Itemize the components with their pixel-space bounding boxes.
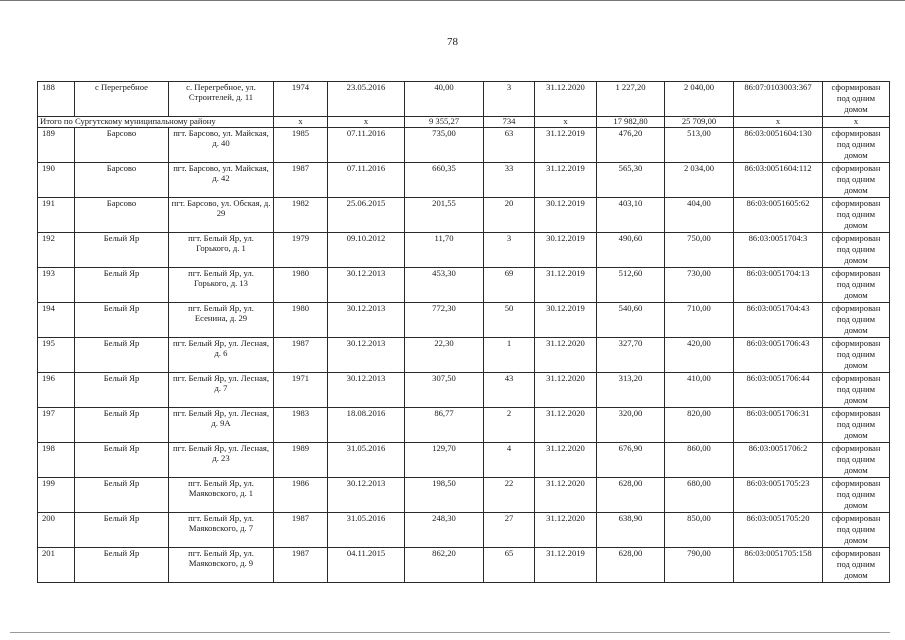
table-row — [38, 513, 890, 548]
table-row — [38, 478, 890, 513]
settlement-cell: Белый Яр — [75, 443, 169, 478]
cadastral-number-cell: 86:03:0051704:3 — [734, 233, 823, 268]
table-row — [38, 408, 890, 443]
address-cell: пгт. Белый Яр, ул. Лесная, д. 23 — [169, 443, 274, 478]
cost-a-cell: 565,30 — [597, 163, 665, 198]
residents-cell: 63 — [484, 128, 535, 163]
residents-cell: 22 — [484, 478, 535, 513]
settlement-cell: Белый Яр — [75, 408, 169, 443]
status-cell: сформирован под одним домом — [823, 338, 890, 373]
date-cell: 09.10.2012 — [328, 233, 405, 268]
cadastral-number-cell: 86:03:0051704:43 — [734, 303, 823, 338]
year-cell: 1971 — [274, 373, 328, 408]
address-cell: пгт. Белый Яр, ул. Маяковского, д. 1 — [169, 478, 274, 513]
status-cell: сформирован под одним домом — [823, 478, 890, 513]
deadline-cell: 31.12.2020 — [535, 443, 597, 478]
cost-a-cell: 628,00 — [597, 478, 665, 513]
address-cell: пгт. Белый Яр, ул. Лесная, д. 6 — [169, 338, 274, 373]
year-cell: 1983 — [274, 408, 328, 443]
year-cell: 1985 — [274, 128, 328, 163]
deadline-cell: 30.12.2019 — [535, 198, 597, 233]
cost-a-cell: 327,70 — [597, 338, 665, 373]
status-cell: сформирован под одним домом — [823, 373, 890, 408]
table-row — [38, 128, 890, 163]
cost-a-cell: 320,00 — [597, 408, 665, 443]
row-number: 188 — [38, 82, 75, 117]
address-cell: пгт. Белый Яр, ул. Лесная, д. 9А — [169, 408, 274, 443]
table-row — [38, 268, 890, 303]
total-date-cell: х — [328, 117, 405, 128]
scan-bottom-edge — [10, 632, 890, 633]
cost-b-cell: 820,00 — [665, 408, 734, 443]
area-cell: 22,30 — [405, 338, 484, 373]
address-cell: пгт. Белый Яр, ул. Горького, д. 1 — [169, 233, 274, 268]
residents-cell: 3 — [484, 82, 535, 117]
table-row — [38, 548, 890, 583]
settlement-cell: Белый Яр — [75, 513, 169, 548]
residents-cell: 20 — [484, 198, 535, 233]
cost-a-cell: 540,60 — [597, 303, 665, 338]
address-cell: пгт. Белый Яр, ул. Маяковского, д. 7 — [169, 513, 274, 548]
residents-cell: 27 — [484, 513, 535, 548]
cadastral-number-cell: 86:03:0051706:2 — [734, 443, 823, 478]
date-cell: 31.05.2016 — [328, 513, 405, 548]
status-cell: сформирован под одним домом — [823, 268, 890, 303]
cost-b-cell: 860,00 — [665, 443, 734, 478]
year-cell: 1987 — [274, 163, 328, 198]
row-number: 190 — [38, 163, 75, 198]
residents-cell: 2 — [484, 408, 535, 443]
year-cell: 1987 — [274, 548, 328, 583]
year-cell: 1987 — [274, 338, 328, 373]
status-cell: сформирован под одним домом — [823, 233, 890, 268]
status-cell: сформирован под одним домом — [823, 163, 890, 198]
address-cell: пгт. Барсово, ул. Обская, д. 29 — [169, 198, 274, 233]
date-cell: 07.11.2016 — [328, 128, 405, 163]
table-row — [38, 443, 890, 478]
row-number: 192 — [38, 233, 75, 268]
date-cell: 30.12.2013 — [328, 373, 405, 408]
address-cell: пгт. Барсово, ул. Майская, д. 42 — [169, 163, 274, 198]
table-row — [38, 373, 890, 408]
area-cell: 248,30 — [405, 513, 484, 548]
settlement-cell: с Перегребное — [75, 82, 169, 117]
deadline-cell: 31.12.2020 — [535, 408, 597, 443]
row-number: 194 — [38, 303, 75, 338]
cost-b-cell: 730,00 — [665, 268, 734, 303]
deadline-cell: 31.12.2020 — [535, 513, 597, 548]
cadastral-number-cell: 86:03:0051704:13 — [734, 268, 823, 303]
area-cell: 129,70 — [405, 443, 484, 478]
address-cell: пгт. Белый Яр, ул. Лесная, д. 7 — [169, 373, 274, 408]
area-cell: 660,35 — [405, 163, 484, 198]
status-cell: сформирован под одним домом — [823, 513, 890, 548]
residents-cell: 43 — [484, 373, 535, 408]
cost-a-cell: 313,20 — [597, 373, 665, 408]
settlement-cell: Белый Яр — [75, 373, 169, 408]
settlement-cell: Барсово — [75, 163, 169, 198]
cadastral-number-cell: 86:03:0051705:158 — [734, 548, 823, 583]
cost-b-cell: 420,00 — [665, 338, 734, 373]
cost-b-cell: 710,00 — [665, 303, 734, 338]
area-cell: 772,30 — [405, 303, 484, 338]
status-cell: сформирован под одним домом — [823, 303, 890, 338]
cost-a-cell: 490,60 — [597, 233, 665, 268]
total-cost-b-cell: 25 709,00 — [665, 117, 734, 128]
area-cell: 201,55 — [405, 198, 484, 233]
settlement-cell: Белый Яр — [75, 338, 169, 373]
cost-b-cell: 2 040,00 — [665, 82, 734, 117]
status-cell: сформирован под одним домом — [823, 443, 890, 478]
cadastral-number-cell: 86:03:0051605:62 — [734, 198, 823, 233]
deadline-cell: 31.12.2019 — [535, 548, 597, 583]
table-row — [38, 82, 890, 117]
deadline-cell: 31.12.2020 — [535, 478, 597, 513]
row-number: 201 — [38, 548, 75, 583]
status-cell: сформирован под одним домом — [823, 82, 890, 117]
total-deadline-cell: х — [535, 117, 597, 128]
cadastral-number-cell: 86:03:0051604:130 — [734, 128, 823, 163]
deadline-cell: 30.12.2019 — [535, 233, 597, 268]
row-number: 198 — [38, 443, 75, 478]
year-cell: 1986 — [274, 478, 328, 513]
area-cell: 198,50 — [405, 478, 484, 513]
table-row — [38, 163, 890, 198]
table-row — [38, 233, 890, 268]
cadastral-number-cell: 86:03:0051705:23 — [734, 478, 823, 513]
deadline-cell: 31.12.2019 — [535, 128, 597, 163]
deadline-cell: 31.12.2020 — [535, 373, 597, 408]
residents-cell: 1 — [484, 338, 535, 373]
date-cell: 25.06.2015 — [328, 198, 405, 233]
total-year-cell: х — [274, 117, 328, 128]
deadline-cell: 31.12.2019 — [535, 268, 597, 303]
total-residents-cell: 734 — [484, 117, 535, 128]
year-cell: 1979 — [274, 233, 328, 268]
table-row — [38, 303, 890, 338]
date-cell: 30.12.2013 — [328, 478, 405, 513]
cost-b-cell: 790,00 — [665, 548, 734, 583]
row-number: 195 — [38, 338, 75, 373]
district-total-label: Итого по Сургутскому муниципальному району — [38, 117, 274, 128]
date-cell: 23.05.2016 — [328, 82, 405, 117]
cadastral-number-cell: 86:03:0051706:31 — [734, 408, 823, 443]
deadline-cell: 31.12.2019 — [535, 163, 597, 198]
cost-a-cell: 628,00 — [597, 548, 665, 583]
registry-table — [37, 81, 890, 583]
total-cost-a-cell: 17 982,80 — [597, 117, 665, 128]
cost-b-cell: 410,00 — [665, 373, 734, 408]
scan-top-edge — [0, 0, 905, 1]
date-cell: 31.05.2016 — [328, 443, 405, 478]
year-cell: 1982 — [274, 198, 328, 233]
settlement-cell: Белый Яр — [75, 548, 169, 583]
cadastral-number-cell: 86:07:0103003:367 — [734, 82, 823, 117]
total-status-cell: х — [823, 117, 890, 128]
cost-a-cell: 476,20 — [597, 128, 665, 163]
cost-a-cell: 1 227,20 — [597, 82, 665, 117]
cadastral-number-cell: 86:03:0051604:112 — [734, 163, 823, 198]
cost-b-cell: 2 034,00 — [665, 163, 734, 198]
year-cell: 1987 — [274, 513, 328, 548]
row-number: 197 — [38, 408, 75, 443]
residents-cell: 33 — [484, 163, 535, 198]
year-cell: 1974 — [274, 82, 328, 117]
cost-a-cell: 638,90 — [597, 513, 665, 548]
address-cell: пгт. Барсово, ул. Майская, д. 40 — [169, 128, 274, 163]
area-cell: 86,77 — [405, 408, 484, 443]
deadline-cell: 31.12.2020 — [535, 82, 597, 117]
status-cell: сформирован под одним домом — [823, 408, 890, 443]
settlement-cell: Белый Яр — [75, 478, 169, 513]
status-cell: сформирован под одним домом — [823, 198, 890, 233]
total-area-cell: 9 355,27 — [405, 117, 484, 128]
date-cell: 07.11.2016 — [328, 163, 405, 198]
area-cell: 11,70 — [405, 233, 484, 268]
row-number: 191 — [38, 198, 75, 233]
status-cell: сформирован под одним домом — [823, 128, 890, 163]
cost-a-cell: 676,90 — [597, 443, 665, 478]
settlement-cell: Белый Яр — [75, 303, 169, 338]
address-cell: пгт. Белый Яр, ул. Маяковского, д. 9 — [169, 548, 274, 583]
area-cell: 40,00 — [405, 82, 484, 117]
cost-a-cell: 512,60 — [597, 268, 665, 303]
residents-cell: 3 — [484, 233, 535, 268]
area-cell: 453,30 — [405, 268, 484, 303]
area-cell: 862,20 — [405, 548, 484, 583]
residents-cell: 65 — [484, 548, 535, 583]
row-number: 189 — [38, 128, 75, 163]
deadline-cell: 30.12.2019 — [535, 303, 597, 338]
residents-cell: 50 — [484, 303, 535, 338]
area-cell: 307,50 — [405, 373, 484, 408]
cost-a-cell: 403,10 — [597, 198, 665, 233]
cadastral-number-cell: 86:03:0051705:20 — [734, 513, 823, 548]
district-total-row — [38, 117, 890, 128]
year-cell: 1980 — [274, 303, 328, 338]
residents-cell: 69 — [484, 268, 535, 303]
cadastral-number-cell: 86:03:0051706:44 — [734, 373, 823, 408]
cost-b-cell: 850,00 — [665, 513, 734, 548]
address-cell: пгт. Белый Яр, ул. Есенина, д. 29 — [169, 303, 274, 338]
cost-b-cell: 404,00 — [665, 198, 734, 233]
total-cadastral-cell: х — [734, 117, 823, 128]
row-number: 193 — [38, 268, 75, 303]
table-row — [38, 338, 890, 373]
cost-b-cell: 680,00 — [665, 478, 734, 513]
cadastral-number-cell: 86:03:0051706:43 — [734, 338, 823, 373]
cost-b-cell: 513,00 — [665, 128, 734, 163]
status-cell: сформирован под одним домом — [823, 548, 890, 583]
deadline-cell: 31.12.2020 — [535, 338, 597, 373]
date-cell: 30.12.2013 — [328, 268, 405, 303]
cost-b-cell: 750,00 — [665, 233, 734, 268]
row-number: 200 — [38, 513, 75, 548]
address-cell: пгт. Белый Яр, ул. Горького, д. 13 — [169, 268, 274, 303]
date-cell: 30.12.2013 — [328, 303, 405, 338]
row-number: 196 — [38, 373, 75, 408]
year-cell: 1989 — [274, 443, 328, 478]
settlement-cell: Белый Яр — [75, 233, 169, 268]
date-cell: 18.08.2016 — [328, 408, 405, 443]
settlement-cell: Барсово — [75, 128, 169, 163]
row-number: 199 — [38, 478, 75, 513]
table-row — [38, 198, 890, 233]
date-cell: 30.12.2013 — [328, 338, 405, 373]
settlement-cell: Белый Яр — [75, 268, 169, 303]
date-cell: 04.11.2015 — [328, 548, 405, 583]
page-number: 78 — [447, 36, 458, 48]
residents-cell: 4 — [484, 443, 535, 478]
settlement-cell: Барсово — [75, 198, 169, 233]
address-cell: с. Перегребное, ул. Строителей, д. 11 — [169, 82, 274, 117]
year-cell: 1980 — [274, 268, 328, 303]
area-cell: 735,00 — [405, 128, 484, 163]
